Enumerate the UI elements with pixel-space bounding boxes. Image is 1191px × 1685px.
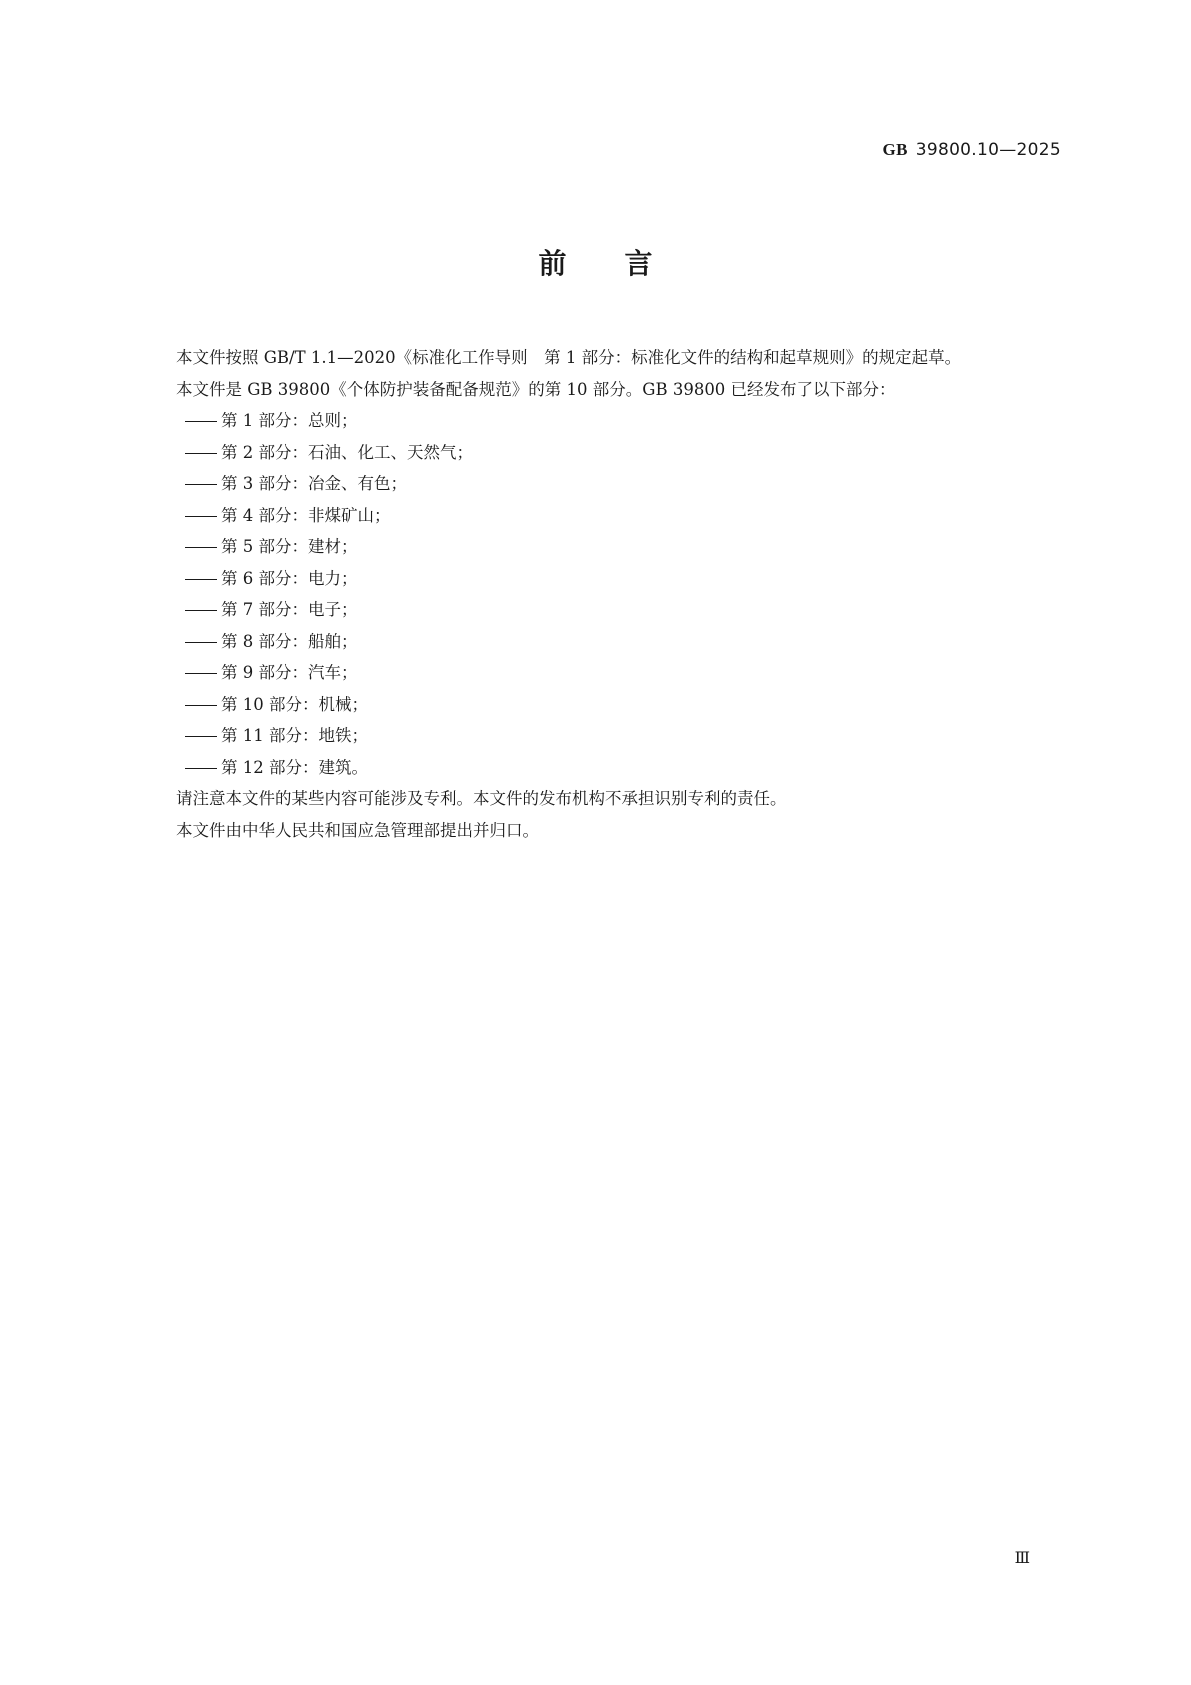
list-item: 第 7 部分：电子； (143, 594, 1060, 626)
dash-marker (185, 547, 217, 548)
dash-marker (185, 484, 217, 485)
list-item: 第 10 部分：机械； (143, 689, 1060, 721)
list-item: 第 8 部分：船舶； (143, 626, 1060, 658)
list-item: 第 9 部分：汽车； (143, 657, 1060, 689)
foreword-body (143, 342, 1060, 846)
standard-code: 39800.10—2025 (915, 140, 1061, 160)
dash-marker (185, 673, 217, 674)
intro-paragraph-drafting-rules: 本文件按照 GB/T 1.1—2020《标准化工作导则 第 1 部分：标准化文件的结构和起草规则》的规定起草。 (176, 348, 962, 367)
list-item: 第 3 部分：冶金、有色； (143, 468, 1060, 500)
dash-marker (185, 768, 217, 769)
patent-notice: 请注意本文件的某些内容可能涉及专利。本文件的发布机构不承担识别专利的责任。 (176, 789, 787, 808)
list-item: 第 5 部分：建材； (143, 531, 1060, 563)
list-item: 第 12 部分：建筑。 (143, 752, 1060, 784)
proposer-statement: 本文件由中华人民共和国应急管理部提出并归口。 (176, 820, 539, 840)
dash-marker (185, 421, 217, 422)
list-item: 第 1 部分：总则； (143, 405, 1060, 437)
list-item: 第 6 部分：电力； (143, 563, 1060, 595)
page-number: Ⅲ (1014, 1550, 1029, 1567)
dash-marker (185, 610, 217, 611)
list-item: 第 4 部分：非煤矿山； (143, 500, 1060, 532)
dash-marker (185, 705, 217, 706)
page-title: 前言 (538, 247, 711, 280)
dash-marker (185, 579, 217, 580)
dash-marker (185, 642, 217, 643)
dash-marker (185, 453, 217, 454)
dash-marker (185, 736, 217, 737)
standard-number (883, 140, 1061, 160)
standard-prefix: GB (882, 140, 908, 159)
dash-marker (185, 516, 217, 517)
list-item: 第 2 部分：石油、化工、天然气； (143, 437, 1060, 469)
list-item: 第 11 部分：地铁； (143, 720, 1060, 752)
intro-paragraph-series: 本文件是 GB 39800《个体防护装备配备规范》的第 10 部分。GB 39800 已经发布了以下部分： (176, 379, 896, 399)
